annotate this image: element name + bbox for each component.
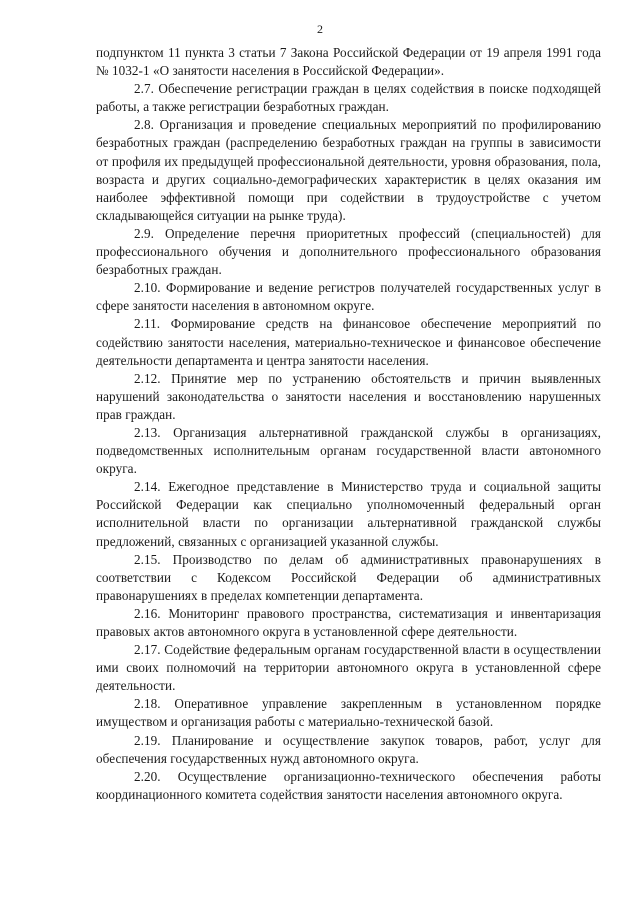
paragraph-2-19: 2.19. Планирование и осуществление закупок товаров, работ, услуг для обеспечения государственных нужд автономного округа. — [96, 732, 601, 766]
paragraph-2-10: 2.10. Формирование и ведение регистров получателей государственных услуг в сфере занятости населения в автономном округе. — [96, 280, 601, 314]
paragraph-2-9: 2.9. Определение перечня приоритетных профессий (специальностей) для профессионального обучения и дополнительного профессионального образования безработных граждан. — [96, 225, 601, 278]
paragraph-2-13: 2.13. Организация альтернативной гражданской службы в организациях, подведомственных исполнительным органам государственной власти автономного округа. — [96, 424, 601, 477]
page-number: 2 — [317, 22, 323, 36]
paragraph-2-7: 2.7. Обеспечение регистрации граждан в целях содействия в поиске подходящей работы, а также регистрации безработных граждан. — [96, 81, 601, 115]
document-body — [96, 44, 601, 804]
paragraph-2-18: 2.18. Оперативное управление закрепленным в установленном порядке имуществом и организация работы с материально-технической базой. — [96, 696, 601, 730]
paragraph-continuation: подпунктом 11 пункта 3 статьи 7 Закона Российской Федерации от 19 апреля 1991 года № 1032-1 «О занятости населения в Российской Федерации». — [96, 45, 601, 79]
paragraph-2-16: 2.16. Мониторинг правового пространства, систематизация и инвентаризация правовых актов автономного округа в установленной сфере деятельности. — [96, 605, 601, 639]
paragraph-2-14: 2.14. Ежегодное представление в Министерство труда и социальной защиты Российской Федерации как специально уполномоченный федеральный орган исполнительной власти по организации альтернативной гражданской службы предложений, связанных с организацией указанной службы. — [96, 479, 601, 549]
paragraph-2-12: 2.12. Принятие мер по устранению обстоятельств и причин выявленных нарушений законодательства о занятости населения и восстановлению нарушенных прав граждан. — [96, 370, 601, 422]
paragraph-2-17: 2.17. Содействие федеральным органам государственной власти в осуществлении ими своих полномочий на территории автономного округа в установленной сфере деятельности. — [96, 642, 601, 694]
paragraph-2-15: 2.15. Производство по делам об административных правонарушениях в соответствии с Кодексом Российской Федерации об административных правонарушениях в пределах компетенции департамента. — [96, 551, 601, 603]
paragraph-2-11: 2.11. Формирование средств на финансовое обеспечение мероприятий по содействию занятости населения, материально-техническое и финансовое обеспечение деятельности департамента и центра занятости населения. — [96, 316, 601, 368]
paragraph-2-20: 2.20. Осуществление организационно-технического обеспечения работы координационного комитета содействия занятости населения автономного округа. — [96, 768, 601, 802]
paragraph-2-8: 2.8. Организация и проведение специальных мероприятий по профилированию безработных граждан (распределению безработных граждан на группы в зависимости от профиля их предыдущей профессиональной деятельности, уровня образования, пола, возраста и других социально-демографических характеристик в целях оказания им наиболее эффективной помощи при содействии в трудоустройстве с учетом складывающейся ситуации на рынке труда). — [96, 117, 601, 223]
